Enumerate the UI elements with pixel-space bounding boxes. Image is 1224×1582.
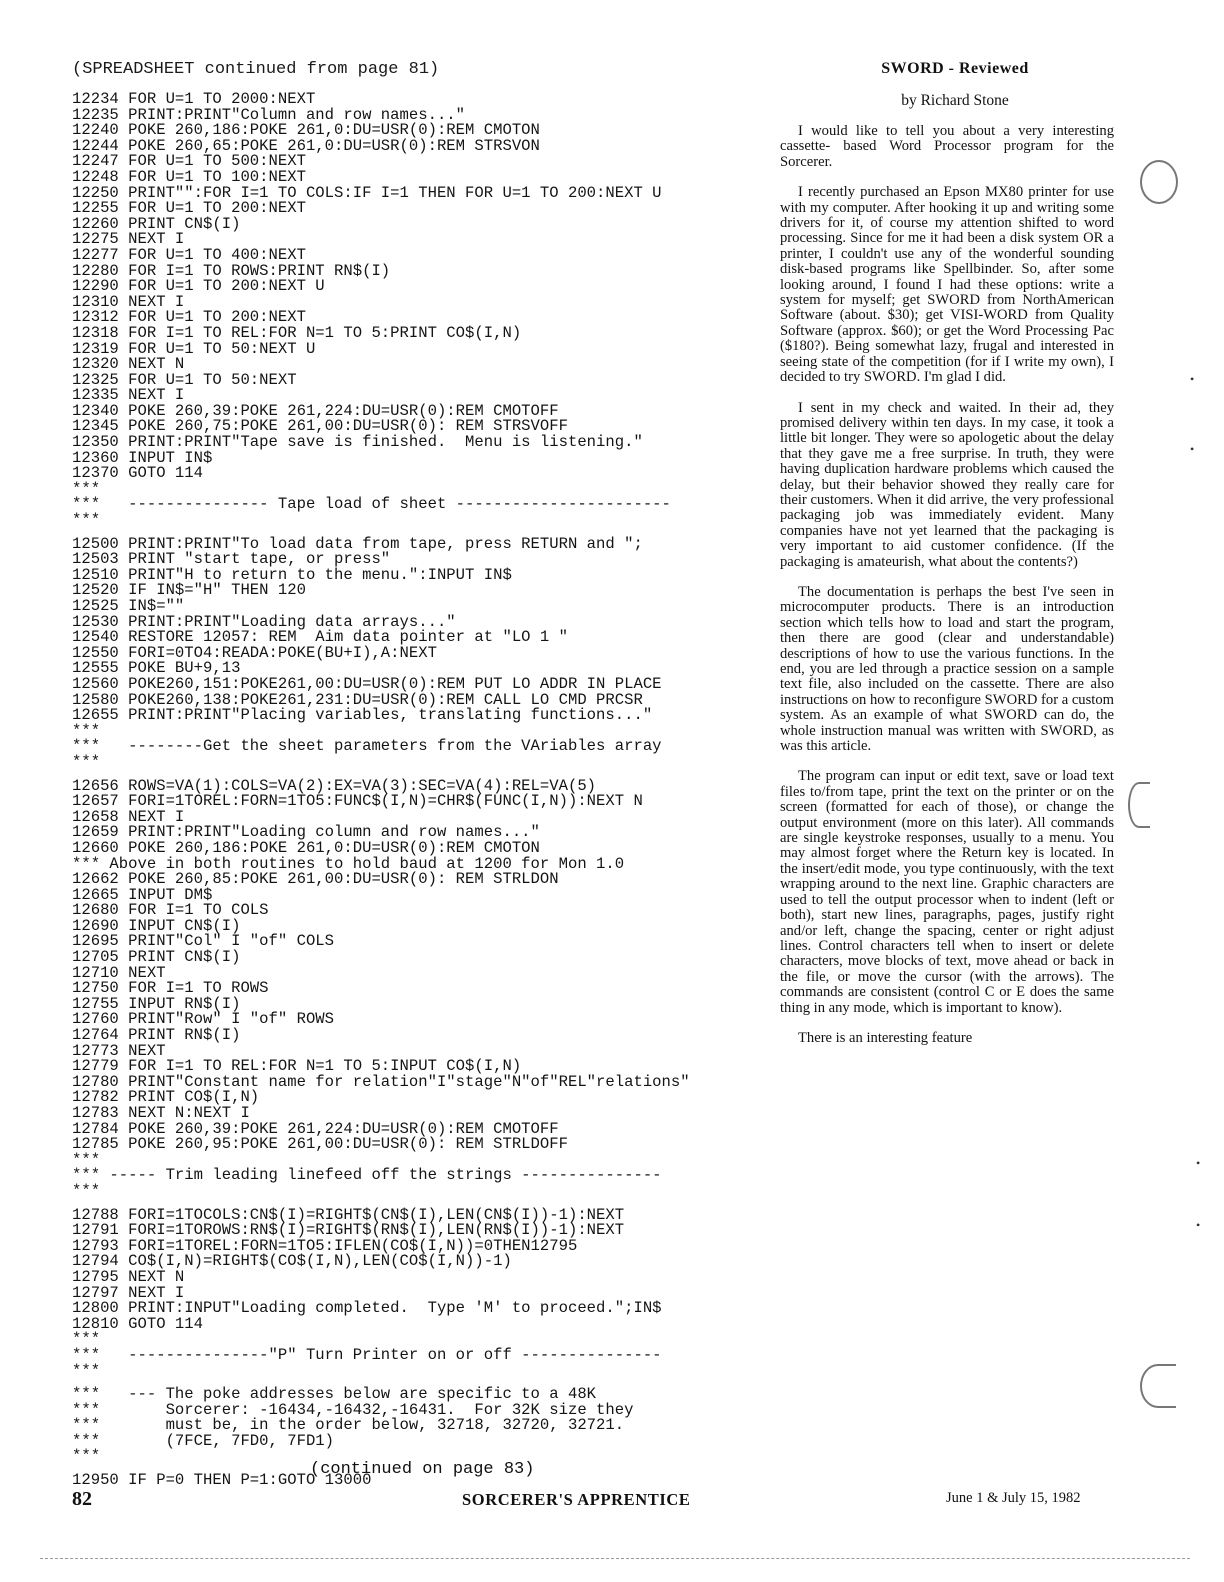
code-line: 12244 POKE 260,65:POKE 261,0:DU=USR(0):REM STRSVON [72,136,540,155]
scan-speck: • [1196,1156,1201,1170]
code-line: *** Above in both routines to hold baud at 1200 for Mon 1.0 [72,854,625,873]
code-line: 12690 INPUT CN$(I) [72,916,241,935]
code-line: *** (7FCE, 7FD0, 7FD1) [72,1431,335,1450]
code-line: 12510 PRINT"H to return to the menu.":INPUT IN$ [72,565,512,584]
code-line: *** [72,752,101,771]
code-line: *** [72,1330,101,1349]
basic-code-listing [72,92,772,1489]
code-line: 12656 ROWS=VA(1):COLS=VA(2):EX=VA(3):SEC=VA(4):REL=VA(5) [72,776,597,795]
code-line: 12240 POKE 260,186:POKE 261,0:DU=USR(0):REM CMOTON [72,121,540,140]
code-line: 12797 NEXT I [72,1283,185,1302]
code-line: 12260 PRINT CN$(I) [72,214,241,233]
code-line: 12680 FOR I=1 TO COLS [72,901,269,920]
article-paragraph: I sent in my check and waited. In their ad, they promised delivery within ten days. In my case, it took a little bit longer. They were so apologetic about the delay that they gave me a free surprise. In truth, they were having duplication hardware problems which caused the delay, but their behavior showed they really care for their customers. When it did arrive, the very professional packaging job was immediately evident. Many companies have not yet learned that the packaging is very important to aid customer confidence. (If the packaging is amateurish, what about the contents?) [780,399,1114,570]
code-line: 12520 IF IN$="H" THEN 120 [72,581,306,600]
code-line: *** must be, in the order below, 32718, 32720, 32721. [72,1416,625,1435]
code-line: 12655 PRINT:PRINT"Placing variables, translating functions..." [72,706,653,725]
code-line: 12580 POKE260,138:POKE261,231:DU=USR(0):REM CALL LO CMD PRCSR [72,690,643,709]
article-paragraph: I would like to tell you about a very interesting cassette- based Word Processor program for the Sorcerer. [780,123,1114,170]
code-line: *** [72,479,101,498]
continued-from-header: (SPREADSHEET continued from page 81) [72,60,440,79]
code-line: 12290 FOR U=1 TO 200:NEXT U [72,277,325,296]
code-line: 12662 POKE 260,85:POKE 261,00:DU=USR(0): REM STRLDON [72,870,559,889]
continued-on-note: (continued on page 83) [310,1460,535,1479]
code-line: *** --- The poke addresses below are specific to a 48K [72,1385,597,1404]
code-line: 12810 GOTO 114 [72,1314,204,1333]
code-line: 12785 POKE 260,95:POKE 261,00:DU=USR(0): REM STRLDOFF [72,1135,568,1154]
article-title: SWORD - Reviewed [881,60,1029,77]
code-line: 12788 FORI=1TOCOLS:CN$(I)=RIGHT$(CN$(I),LEN(CN$(I))-1):NEXT [72,1205,625,1224]
code-line: 12370 GOTO 114 [72,464,204,483]
code-line: *** ----- Trim leading linefeed off the strings --------------- [72,1166,662,1185]
code-line: 12794 CO$(I,N)=RIGHT$(CO$(I,N),LEN(CO$(I,N))-1) [72,1252,512,1271]
binder-hole-top [1140,160,1178,204]
article-paragraph: The program can input or edit text, save or load text files to/from tape, print the text on the printer or on the screen (formatted for each of those), or change the output environment (more on this later). All commands are single keystroke responses, usually to a menu. You may almost forget where the Return key is located. In the insert/edit mode, you type continuously, with the text wrapping around to the next line. Graphic characters are used to tell the output processor when to indent (left or both), start new lines, paragraphs, pages, justify right and/or left, change the spacing, center or right adjust lines. Control characters tell when to insert or delete characters, move blocks of text, move ahead or back in the file, or move the cursor (with the arrows). The commands are consistent (control C or E does the same thing in any mode, which is important to know). [780,768,1114,1016]
article-paragraph: There is an interesting feature [798,1029,973,1046]
code-line: 12360 INPUT IN$ [72,448,213,467]
code-line: 12665 INPUT DM$ [72,885,213,904]
code-line: 12310 NEXT I [72,292,185,311]
code-line: 12780 PRINT"Constant name for relation"I"stage"N"of"REL"relations" [72,1072,690,1091]
code-line: 12782 PRINT CO$(I,N) [72,1088,260,1107]
scan-speck: • [1190,372,1195,386]
code-line: 12695 PRINT"Col" I "of" COLS [72,932,335,951]
code-line: 12255 FOR U=1 TO 200:NEXT [72,199,306,218]
code-line: *** [72,1447,101,1466]
article-paragraph: The documentation is perhaps the best I've seen in microcomputer products. There is an introduction section which tells how to load and start the program, then there are good (clear and understandable) descriptions of how to use the various functions. In the end, you are led through a practice session on a sample text file, also included on the cassette. There are also instructions on how to reconfigure SWORD for a custom system. As an example of what SWORD can do, the whole instruction manual was written with SWORD, as was this article. [780,583,1114,755]
code-line: 12560 POKE260,151:POKE261,00:DU=USR(0):REM PUT LO ADDR IN PLACE [72,674,662,693]
code-line: *** Sorcerer: -16434,-16432,-16431. For 32K size they [72,1400,634,1419]
code-line: 12277 FOR U=1 TO 400:NEXT [72,245,306,264]
code-line: 12500 PRINT:PRINT"To load data from tape, press RETURN and "; [72,534,643,553]
code-line: 12750 FOR I=1 TO ROWS [72,979,269,998]
code-line: 12793 FORI=1TOREL:FORN=1TO5:IFLEN(CO$(I,N))=0THEN12795 [72,1236,578,1255]
code-line: 12247 FOR U=1 TO 500:NEXT [72,152,306,171]
article-byline: by Richard Stone [901,92,1009,109]
code-line: 12350 PRINT:PRINT"Tape save is finished. Menu is listening." [72,433,643,452]
code-line: 12795 NEXT N [72,1267,185,1286]
code-line: 12800 PRINT:INPUT"Loading completed. Type 'M' to proceed.";IN$ [72,1299,662,1318]
code-line: 12783 NEXT N:NEXT I [72,1104,250,1122]
code-line: 12340 POKE 260,39:POKE 261,224:DU=USR(0):REM CMOTOFF [72,401,559,420]
code-line: 12705 PRINT CN$(I) [72,948,241,967]
scan-speck: • [1196,1218,1201,1232]
code-line: 12779 FOR I=1 TO REL:FOR N=1 TO 5:INPUT CO$(I,N) [72,1057,522,1076]
code-line: *** [72,1361,101,1380]
code-line: 12275 NEXT I [72,230,185,249]
code-line: *** [72,721,101,740]
code-line: 12530 PRINT:PRINT"Loading data arrays..." [72,612,456,631]
code-line: 12248 FOR U=1 TO 100:NEXT [72,167,306,186]
code-line: 12660 POKE 260,186:POKE 261,0:DU=USR(0):REM CMOTON [72,838,540,857]
code-line: 12312 FOR U=1 TO 200:NEXT [72,308,306,327]
code-line: 12540 RESTORE 12057: REM Aim data pointer at "LO 1 " [72,628,568,647]
code-line: *** --------Get the sheet parameters from the VAriables array [72,737,662,756]
code-line: 12503 PRINT "start tape, or press" [72,550,391,569]
code-line: 12525 IN$="" [72,597,185,615]
code-line: 12773 NEXT [72,1041,166,1060]
code-line: 12325 FOR U=1 TO 50:NEXT [72,370,297,389]
code-line: *** [72,1150,101,1169]
code-line: 12760 PRINT"Row" I "of" ROWS [72,1010,335,1029]
code-line: 12280 FOR I=1 TO ROWS:PRINT RN$(I) [72,261,391,280]
code-line: 12318 FOR I=1 TO REL:FOR N=1 TO 5:PRINT CO$(I,N) [72,323,522,342]
code-line: *** [72,511,101,530]
scan-speck: • [1190,442,1195,456]
code-line: 12320 NEXT N [72,355,185,374]
code-line: 12950 IF P=0 THEN P=1:GOTO 13000 [72,1471,372,1490]
code-line: 12345 POKE 260,75:POKE 261,00:DU=USR(0): REM STRSVOFF [72,417,568,436]
code-line: 12250 PRINT"":FOR I=1 TO COLS:IF I=1 THEN FOR U=1 TO 200:NEXT U [72,183,662,202]
article-body [780,124,1114,1061]
page-edge-line [40,1558,1190,1559]
code-line: 12657 FORI=1TOREL:FORN=1TO5:FUNC$(I,N)=CHR$(FUNC(I,N)):NEXT N [72,792,643,811]
code-line: 12550 FORI=0TO4:READA:POKE(BU+I),A:NEXT [72,643,437,662]
magazine-name: SORCERER'S APPRENTICE [462,1490,691,1509]
code-line: 12764 PRINT RN$(I) [72,1026,241,1045]
code-line: 12234 FOR U=1 TO 2000:NEXT [72,90,316,108]
code-line: 12710 NEXT [72,963,166,982]
code-line: *** [72,1181,101,1200]
issue-date: June 1 & July 15, 1982 [946,1490,1081,1506]
code-line: 12791 FORI=1TOROWS:RN$(I)=RIGHT$(RN$(I),LEN(RN$(I))-1):NEXT [72,1221,625,1240]
code-line: 12555 POKE BU+9,13 [72,659,241,678]
code-line: 12784 POKE 260,39:POKE 261,224:DU=USR(0):REM CMOTOFF [72,1119,559,1138]
code-line: 12755 INPUT RN$(I) [72,994,241,1013]
code-line: 12659 PRINT:PRINT"Loading column and row names..." [72,823,540,842]
code-line: 12335 NEXT I [72,386,185,405]
code-line: 12235 PRINT:PRINT"Column and row names..." [72,105,466,124]
code-line: 12658 NEXT I [72,807,185,826]
code-line: *** ---------------"P" Turn Printer on or off --------------- [72,1345,662,1364]
code-line: *** --------------- Tape load of sheet ----------------------- [72,495,671,514]
article-paragraph: I recently purchased an Epson MX80 printer for use with my computer. After hooking it up and writing some drivers for it, of course my attention shifted to word processing. Since for me it had been a disk system OR a printer, I couldn't use any of the wonderful sounding disk-based programs like Spellbinder. So, after some looking around, I found I had these options: write a system for myself; get SWORD from NorthAmerican Software (about. $30); get VISI-WORD from Quality Software (approx. $60); or get the Word Processing Pac ($180?). Being somewhat lazy, frugal and interested in seeing state of the competition (for if I write my own), I decided to try SWORD. I'm glad I did. [780,184,1114,386]
binder-hole-bottom [1140,1364,1176,1408]
binder-hole-middle [1128,782,1150,828]
code-line: 12319 FOR U=1 TO 50:NEXT U [72,339,316,358]
page-number: 82 [72,1488,92,1510]
